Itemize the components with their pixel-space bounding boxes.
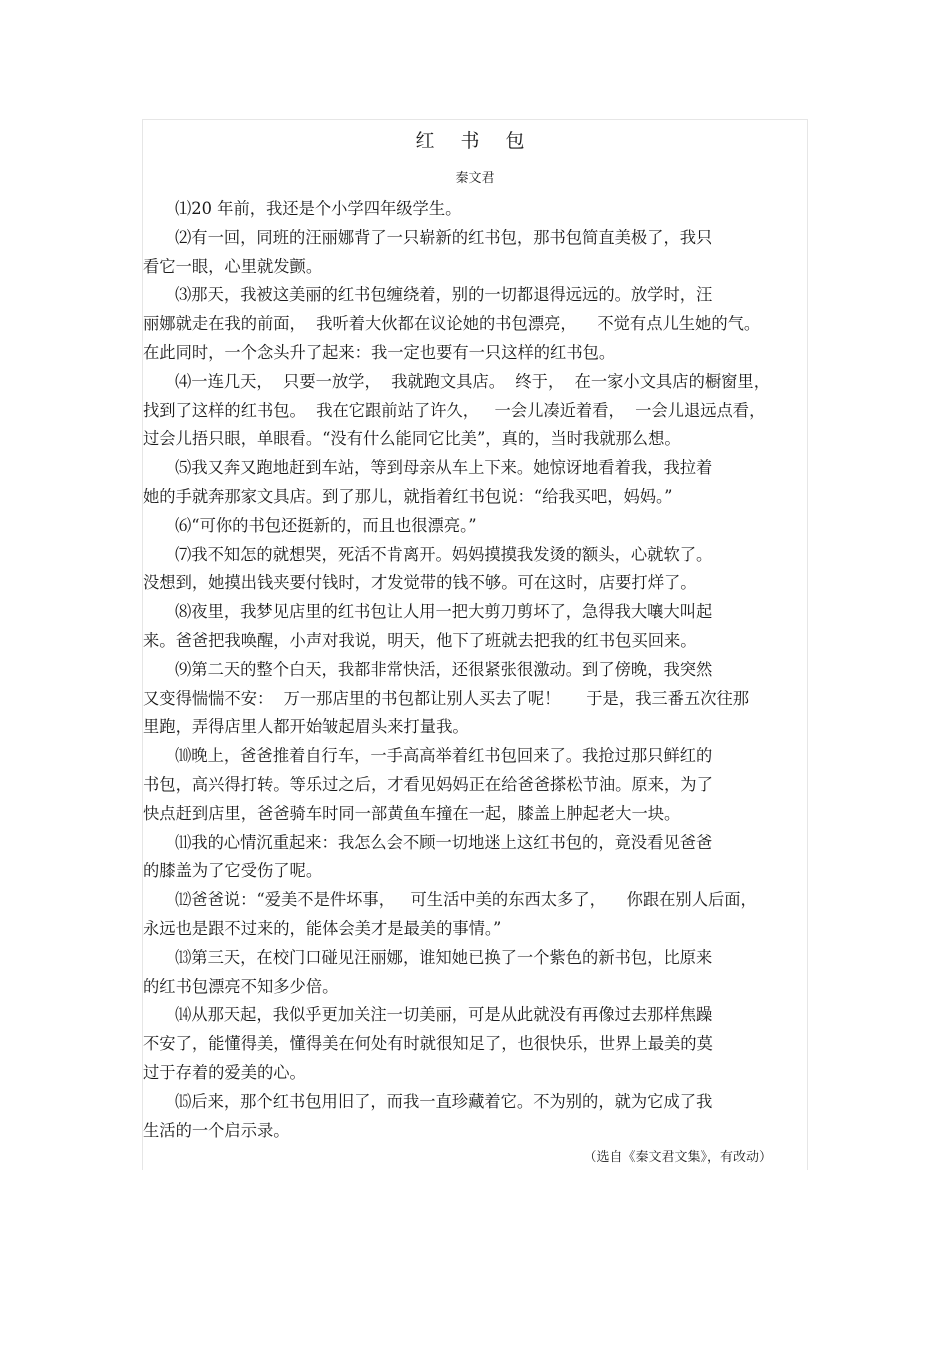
text-line: ⑷一连几天， 只要一放学， 我就跑文具店。 终于， 在一家小文具店的橱窗里， <box>175 371 770 391</box>
text-line: 不安了，能懂得美，懂得美在何处有时就很知足了，也很快乐，世界上最美的莫 <box>143 1034 713 1054</box>
text-line: 又变得惴惴不安： 万一那店里的书包都让别人买去了呢！ 于是，我三番五次往那 <box>143 688 750 708</box>
text-line: ⑼第二天的整个白天，我都非常快活，还很紧张很激动。到了傍晚，我突然 <box>175 659 713 679</box>
text-line: 永远也是跟不过来的，能体会美才是最美的事情。” <box>143 918 502 938</box>
text-line: ⒀第三天，在校门口碰见汪丽娜，谁知她已换了一个紫色的新书包，比原来 <box>175 947 713 967</box>
text-line: ⑾我的心情沉重起来：我怎么会不顾一切地迷上这红书包的，竟没看见爸爸 <box>175 832 713 852</box>
text-line: ⑸我又奔又跑地赶到车站，等到母亲从车上下来。她惊讶地看着我，我拉着 <box>175 458 713 478</box>
text-line: 里跑，弄得店里人都开始皱起眉头来打量我。 <box>143 717 469 737</box>
text-line: ⑶那天，我被这美丽的红书包缠绕着，别的一切都退得远远的。放学时，汪 <box>175 285 713 305</box>
text-line: 丽娜就走在我的前面， 我听着大伙都在议论她的书包漂亮， 不觉有点儿生她的气。 <box>143 314 761 334</box>
text-line: 的红书包漂亮不知多少倍。 <box>143 976 339 996</box>
text-line: ⑻夜里，我梦见店里的红书包让人用一把大剪刀剪坏了，急得我大嚷大叫起 <box>175 602 713 622</box>
article-body <box>143 195 808 1145</box>
text-line: 快点赶到店里，爸爸骑车时同一部黄鱼车撞在一起，膝盖上肿起老大一块。 <box>143 803 681 823</box>
text-line: 来。爸爸把我唤醒，小声对我说，明天，他下了班就去把我的红书包买回来。 <box>143 630 697 650</box>
text-line: ⑺我不知怎的就想哭，死活不肯离开。妈妈摸摸我发烫的额头，心就软了。 <box>175 544 713 564</box>
text-line: 在此同时，一个念头升了起来：我一定也要有一只这样的红书包。 <box>143 342 616 362</box>
text-line: 的膝盖为了它受伤了呢。 <box>143 861 323 881</box>
text-line: 她的手就奔那家文具店。到了那儿，就指着红书包说：“给我买吧，妈妈。” <box>143 486 673 506</box>
text-line: ⑽晚上，爸爸推着自行车，一手高高举着红书包回来了。我抢过那只鲜红的 <box>175 746 713 766</box>
text-line: 生活的一个启示录。 <box>143 1120 290 1140</box>
text-line: ⑹“可你的书包还挺新的，而且也很漂亮。” <box>175 515 477 535</box>
text-line: ⑴20 年前，我还是个小学四年级学生。 <box>175 199 462 218</box>
article-author: 秦文君 <box>455 171 495 186</box>
source-citation: （选自《秦文君文集》，有改动） <box>583 1150 772 1165</box>
text-line: 过于存着的爱美的心。 <box>143 1062 306 1082</box>
text-line: 看它一眼，心里就发颤。 <box>143 256 323 276</box>
text-line: 找到了这样的红书包。 我在它跟前站了许久， 一会儿凑近着看， 一会儿退远点看， <box>143 400 766 420</box>
article-title: 红 书 包 <box>415 130 535 152</box>
text-line: ⑿爸爸说：“爱美不是件坏事， 可生活中美的东西太多了， 你跟在别人后面， <box>175 890 757 910</box>
text-line: 没想到，她摸出钱夹要付钱时，才发觉带的钱不够。可在这时，店要打烊了。 <box>143 573 697 593</box>
text-line: 过会儿捂只眼，单眼看。“没有什么能同它比美”，真的，当时我就那么想。 <box>143 429 681 449</box>
text-line: ⒁从那天起，我似乎更加关注一切美丽，可是从此就没有再像过去那样焦躁 <box>175 1005 713 1025</box>
text-line: ⑵有一回，同班的汪丽娜背了一只崭新的红书包，那书包简直美极了，我只 <box>175 227 713 247</box>
text-line: 书包，高兴得打转。等乐过之后，才看见妈妈正在给爸爸搽松节油。原来，为了 <box>143 774 713 794</box>
text-line: ⒂后来，那个红书包用旧了，而我一直珍藏着它。不为别的，就为它成了我 <box>175 1091 713 1111</box>
